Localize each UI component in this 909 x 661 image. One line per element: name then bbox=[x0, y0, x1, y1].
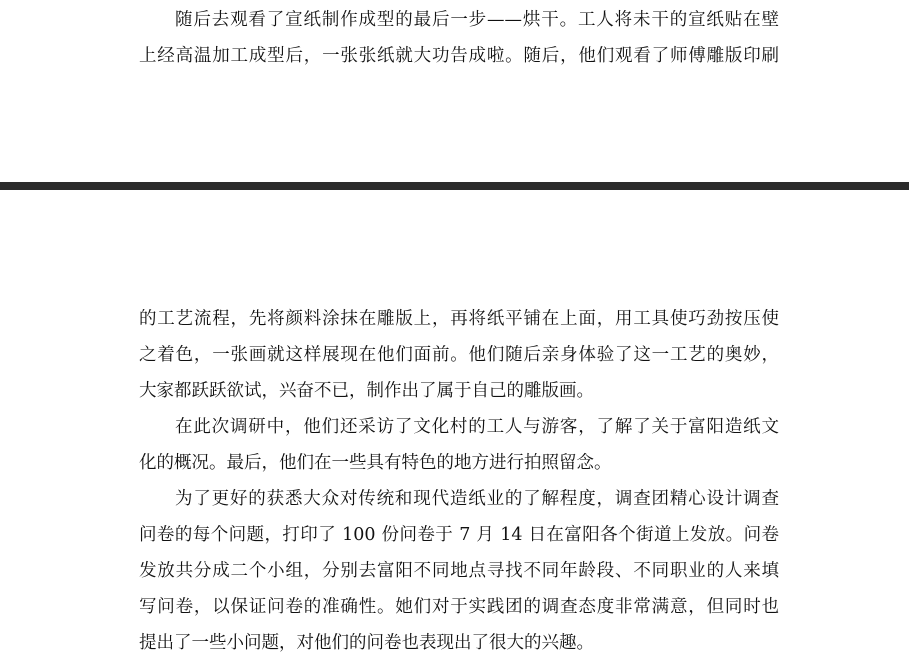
text-line: 之着色，一张画就这样展现在他们面前。他们随后亲身体验了这一工艺的奥妙， bbox=[139, 345, 779, 365]
document-page-top bbox=[0, 0, 909, 182]
text-line: 问卷的每个问题，打印了 100 份问卷于 7 月 14 日在富阳各个街道上发放。问卷 bbox=[139, 525, 779, 545]
text-line: 大家都跃跃欲试，兴奋不已，制作出了属于自己的雕版画。 bbox=[139, 381, 594, 401]
text-line: 为了更好的获悉大众对传统和现代造纸业的了解程度，调查团精心设计调查 bbox=[175, 489, 779, 509]
page-separator bbox=[0, 182, 909, 190]
paragraph-drying bbox=[139, 2, 779, 74]
text-line: 写问卷，以保证问卷的准确性。她们对于实践团的调查态度非常满意，但同时也 bbox=[139, 597, 779, 617]
document-page-bottom bbox=[0, 190, 909, 653]
document-body bbox=[139, 301, 779, 661]
text-line: 随后去观看了宣纸制作成型的最后一步——烘干。工人将未干的宣纸贴在壁 bbox=[175, 10, 779, 30]
text-line: 化的概况。最后，他们在一些具有特色的地方进行拍照留念。 bbox=[139, 453, 612, 473]
text-line: 提出了一些小问题，对他们的问卷也表现出了很大的兴趣。 bbox=[139, 633, 594, 653]
text-line: 在此次调研中，他们还采访了文化村的工人与游客，了解了关于富阳造纸文 bbox=[175, 417, 779, 437]
text-line: 上经高温加工成型后，一张张纸就大功告成啦。随后，他们观看了师傅雕版印刷 bbox=[139, 46, 779, 66]
text-line: 发放共分成二个小组，分别去富阳不同地点寻找不同年龄段、不同职业的人来填 bbox=[139, 561, 779, 581]
text-line: 的工艺流程，先将颜料涂抹在雕版上，再将纸平铺在上面，用工具使巧劲按压使 bbox=[139, 309, 779, 329]
